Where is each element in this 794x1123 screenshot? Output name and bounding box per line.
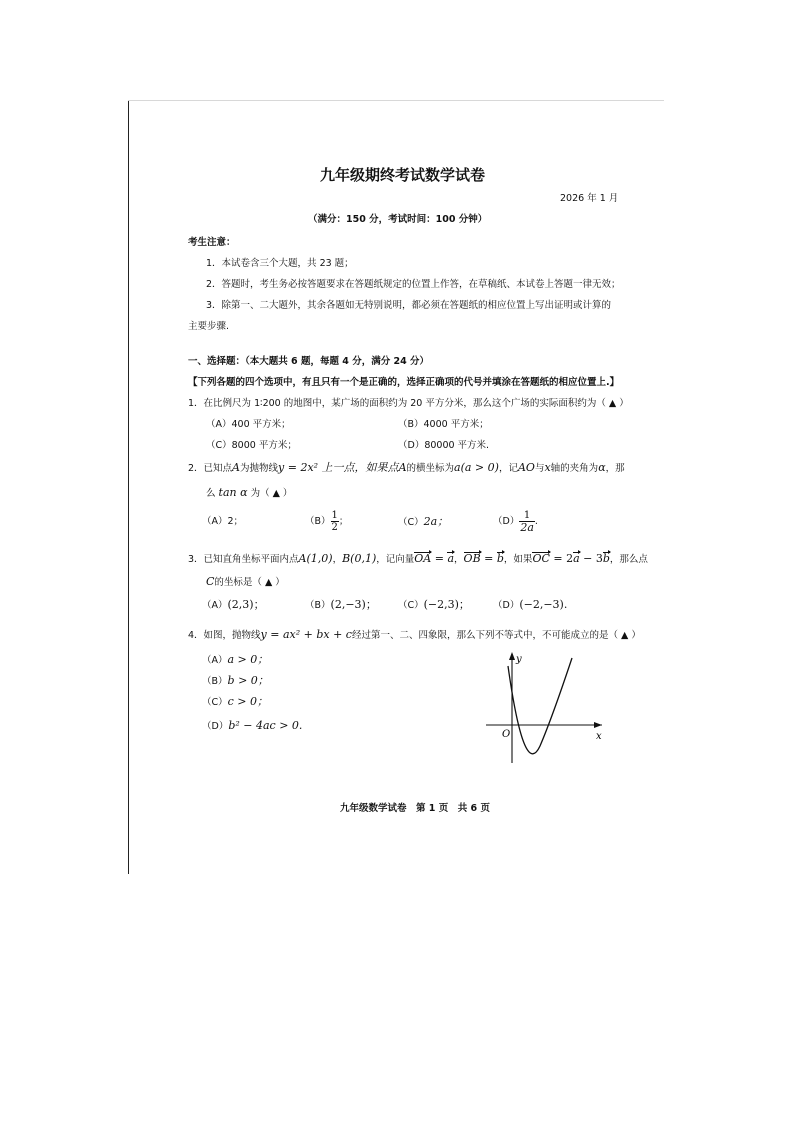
option-value: b² − 4ac > 0. xyxy=(228,719,303,732)
q4-option-a xyxy=(202,654,268,667)
parabola-curve xyxy=(508,658,572,754)
q2-text: 与 xyxy=(534,463,545,474)
equals: = 2 xyxy=(549,552,574,565)
q2-text: ，那 xyxy=(605,463,625,474)
q2-segment: AO xyxy=(517,461,535,474)
q2-text: 为抛物线 xyxy=(240,463,279,474)
q2-text: 2．已知点 xyxy=(188,463,233,474)
q3-text: ， xyxy=(454,554,464,565)
q2-text: 为（ ▲ ） xyxy=(250,488,293,499)
option-label: （B） xyxy=(202,676,228,687)
q4-text: 4．如图，抛物线 xyxy=(188,630,261,641)
option-value: (−2,−3). xyxy=(519,598,568,611)
q4-stem xyxy=(188,629,641,642)
q3-text: ，记向量 xyxy=(376,554,415,565)
page-footer: 九年级数学试卷 第 1 页 共 6 页 xyxy=(340,803,490,814)
minus: − 3 xyxy=(579,552,603,565)
q2-tan: tan α xyxy=(218,486,248,499)
option-label: （C） xyxy=(202,697,228,708)
equals: = xyxy=(480,552,497,565)
numerator: 1 xyxy=(519,510,535,522)
option-label: （A） xyxy=(202,655,228,666)
option-label: （C） xyxy=(398,517,424,528)
notice-item-3-cont: 主要步骤. xyxy=(188,321,230,332)
notice-item-2: 2．答题时，考生务必按答题要求在答题纸规定的位置上作答，在草稿纸、本试卷上答题一律无效； xyxy=(206,279,621,290)
q4-option-d xyxy=(202,720,302,733)
denominator: 2 xyxy=(331,522,338,533)
option-tail: . xyxy=(534,516,538,527)
option-tail: ； xyxy=(338,516,349,527)
notice-heading: 考生注意： xyxy=(188,237,236,248)
vector-a: a xyxy=(447,552,455,565)
section1-instruction: 【下列各题的四个选项中，有且只有一个是正确的，选择正确项的代号并填涂在答题纸的相应位置上.】 xyxy=(188,377,620,388)
numerator: 1 xyxy=(331,510,338,521)
scan-edge-left xyxy=(128,100,129,874)
section1-heading: 一、选择题：（本大题共 6 题，每题 4 分，满分 24 分） xyxy=(188,356,430,367)
parabola-graph xyxy=(480,648,610,768)
option-value: (2,3)； xyxy=(227,598,265,611)
option-value: (2,−3)； xyxy=(330,598,377,611)
fraction xyxy=(331,510,339,533)
q3-stem xyxy=(188,553,648,566)
q2-axis: x xyxy=(544,461,551,474)
vector-oc: OC xyxy=(532,552,550,565)
q4-option-c xyxy=(202,696,268,709)
option-value: a > 0； xyxy=(227,653,269,666)
q3-option-b xyxy=(305,599,377,612)
q3-stem-line2 xyxy=(206,576,285,589)
q3-point-a: A(1,0) xyxy=(298,552,333,565)
q2-option-d xyxy=(493,510,538,533)
x-axis-arrow xyxy=(594,722,602,728)
notice-item-3: 3．除第一、二大题外，其余各题如无特别说明，都必须在答题纸的相应位置上写出证明或计算的 xyxy=(206,300,612,311)
option-label: （C） xyxy=(398,600,424,611)
option-value: 2a； xyxy=(423,515,449,528)
q2-parabola: y = 2x² 上一点，如果点 xyxy=(278,461,399,474)
vector-oa: OA xyxy=(414,552,432,565)
q1-option-b: （B）4000 平方米； xyxy=(398,419,489,430)
q3-option-a xyxy=(202,599,265,612)
q2-abscissa: a(a > 0) xyxy=(454,461,499,474)
q3-text: ，如果 xyxy=(503,554,533,565)
option-label: （B） xyxy=(305,600,331,611)
q2-option-a xyxy=(202,516,243,528)
q2-stem xyxy=(188,462,625,475)
q2-angle: α xyxy=(598,461,606,474)
q2-option-c xyxy=(398,516,448,529)
q1-option-a: （A）400 平方米； xyxy=(206,419,291,430)
q3-option-c xyxy=(398,599,470,612)
option-label: （D） xyxy=(493,600,520,611)
q2-text: 么 xyxy=(206,488,216,499)
option-label: （D） xyxy=(202,721,229,732)
page-title: 九年级期终考试数学试卷 xyxy=(320,166,486,184)
option-value: 2； xyxy=(227,516,244,527)
vector-b: b xyxy=(496,552,504,565)
q2-point: A xyxy=(398,461,407,474)
vector-b: b xyxy=(602,552,610,565)
option-value: (−2,3)； xyxy=(423,598,470,611)
q3-point-b: B(0,1) xyxy=(342,552,377,565)
option-value: b > 0； xyxy=(227,674,269,687)
q1-option-d: （D）80000 平方米. xyxy=(398,440,490,451)
q4-equation: y = ax² + bx + c xyxy=(260,628,352,641)
option-label: （A） xyxy=(202,600,228,611)
q2-text: ，记 xyxy=(498,463,518,474)
denominator: 2a xyxy=(520,521,534,534)
q2-stem-line2 xyxy=(206,487,292,500)
q3-text: 3．已知直角坐标平面内点 xyxy=(188,554,299,565)
q2-option-b xyxy=(305,510,348,533)
option-label: （A） xyxy=(202,516,228,527)
equals: = xyxy=(431,552,448,565)
y-axis-arrow xyxy=(509,652,515,660)
origin-label: O xyxy=(502,729,511,740)
q2-text: 的横坐标为 xyxy=(406,463,455,474)
y-axis-label: y xyxy=(516,654,522,665)
option-value: c > 0； xyxy=(227,695,269,708)
q3-text: 的坐标是（ ▲ ） xyxy=(214,577,285,588)
option-label: （D） xyxy=(493,516,520,527)
q1-stem: 1．在比例尺为 1∶200 的地图中，某广场的面积约为 20 平方分米，那么这个广场的实际面积约为（ ▲ ） xyxy=(188,398,629,409)
fraction xyxy=(519,510,535,533)
q4-text: 经过第一、二、四象限，那么下列不等式中，不可能成立的是（ ▲ ） xyxy=(351,630,641,641)
vector-a: a xyxy=(573,552,580,565)
notice-item-1: 1．本试卷含三个大题，共 23 题； xyxy=(206,258,354,269)
q4-option-b xyxy=(202,675,269,688)
exam-date: 2026 年 1 月 xyxy=(560,193,619,204)
q2-point: A xyxy=(232,461,240,474)
x-axis-label: x xyxy=(596,731,602,742)
q3-text: ， xyxy=(332,554,343,565)
exam-meta: （满分：150 分，考试时间：100 分钟） xyxy=(308,214,488,225)
vector-ob: OB xyxy=(463,552,481,565)
option-label: （B） xyxy=(305,516,331,527)
scan-edge-top xyxy=(128,100,664,101)
q3-option-d xyxy=(493,599,567,612)
q1-option-c: （C）8000 平方米； xyxy=(206,440,297,451)
q3-point-c: C xyxy=(206,575,215,588)
q2-text: 轴的夹角为 xyxy=(550,463,599,474)
q3-text: ，那么点 xyxy=(609,554,648,565)
